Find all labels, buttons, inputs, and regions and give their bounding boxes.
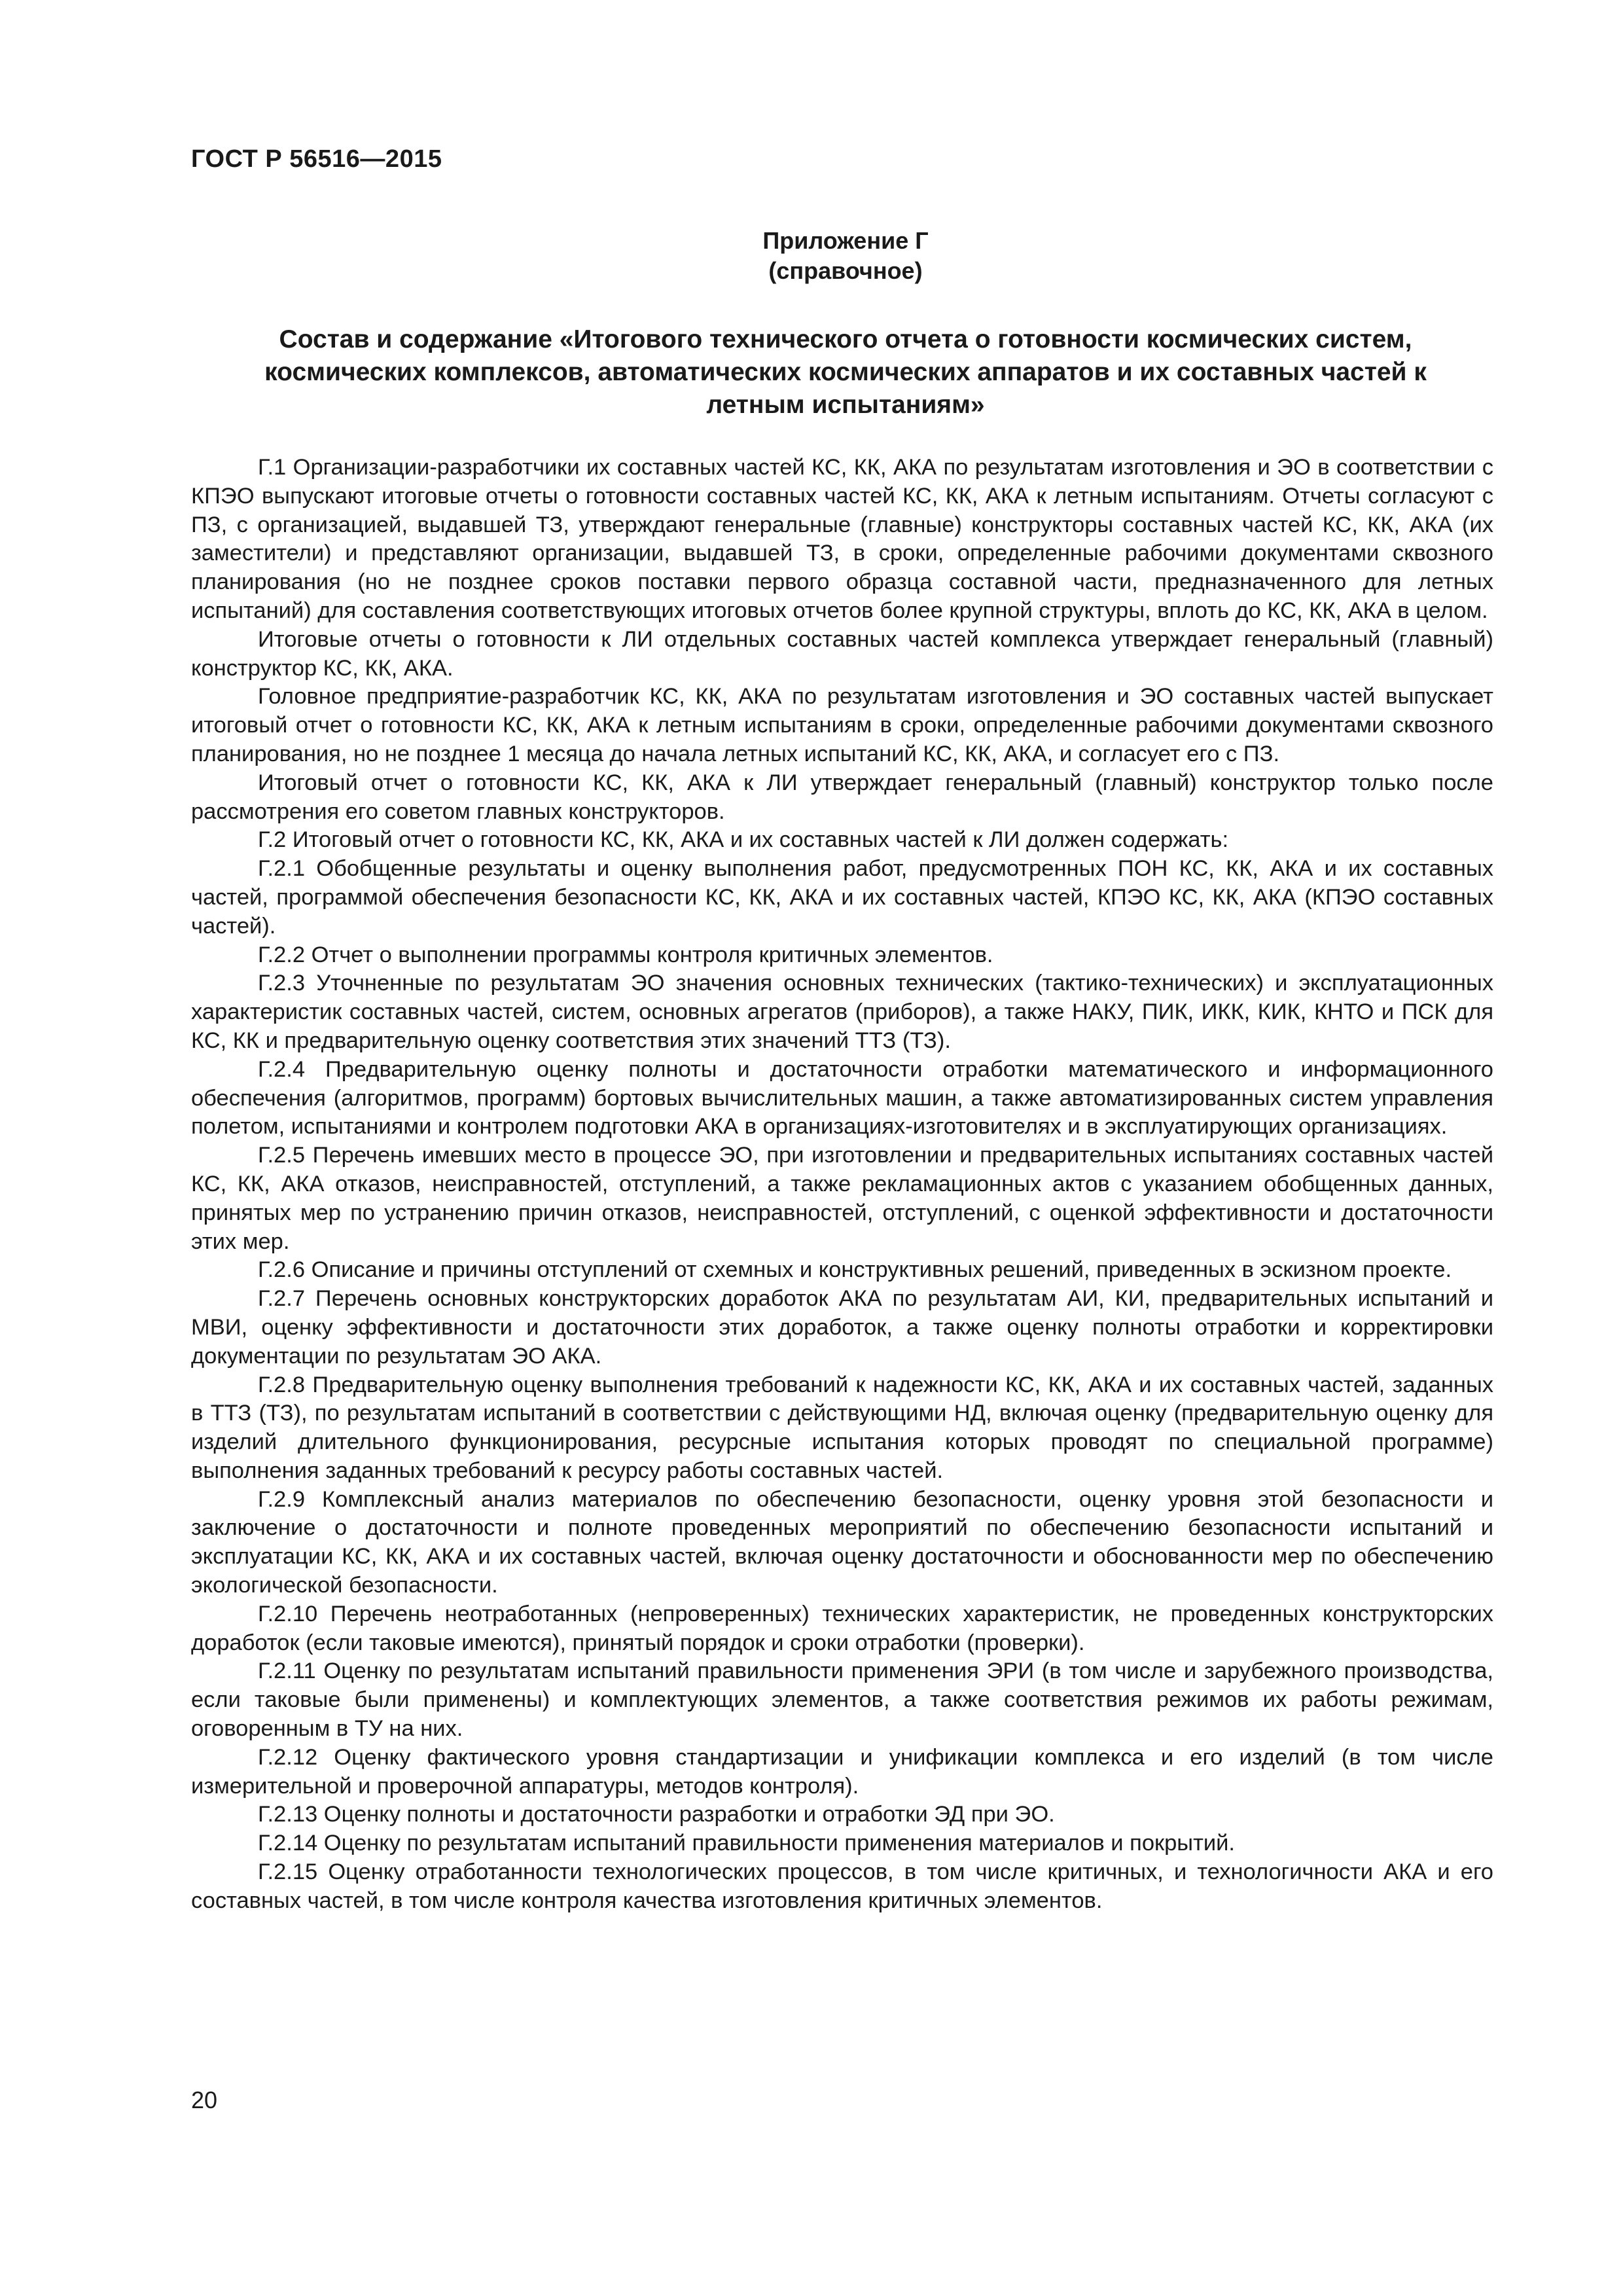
paragraph: Г.2.12 Оценку фактического уровня стандартизации и унификации комплекса и его изделий (в том числе измерительной и проверочной аппаратуры, методов контроля). <box>191 1744 1493 1799</box>
paragraph: Г.2.1 Обобщенные результаты и оценку выполнения работ, предусмотренных ПОН КС, КК, АКА и их составных частей, программой обеспечения безопасности КС, КК, АКА и их составных частей, КПЭО КС, КК, АКА (КПЭО составных частей). <box>191 856 1493 939</box>
paragraph: Г.2.3 Уточненные по результатам ЭО значения основных технических (тактико-технических) и эксплуатационных характеристик составных частей, систем, основных агрегатов (приборов), а также НАКУ, ПИК, ИКК, КИК, КНТО и ПСК для КС, КК и предварительную оценку соответствия этих значений ТТЗ (ТЗ). <box>191 971 1493 1053</box>
paragraph: Г.2.10 Перечень неотработанных (непроверенных) технических характеристик, не проведенных конструкторских доработок (если таковые имеются), принятый порядок и сроки отработки (проверки). <box>191 1601 1493 1655</box>
document-page <box>191 0 1500 2296</box>
document-code: ГОСТ Р 56516—2015 <box>191 145 442 173</box>
paragraph: Г.2.15 Оценку отработанности технологических процессов, в том числе критичных, и технологичности АКА и его составных частей, в том числе контроля качества изготовления критичных элементов. <box>191 1859 1493 1913</box>
document-body <box>191 454 1493 1916</box>
paragraph: Г.2.7 Перечень основных конструкторских доработок АКА по результатам АИ, КИ, предварительных испытаний и МВИ, оценку эффективности и достаточности этих доработок, а также оценку полноты отработки и корректировки документации по результатам ЭО АКА. <box>191 1286 1493 1369</box>
paragraph: Г.2 Итоговый отчет о готовности КС, КК, АКА и их составных частей к ЛИ должен содержать: <box>258 827 1229 853</box>
annex-heading <box>191 226 1500 286</box>
paragraph: Итоговые отчеты о готовности к ЛИ отдельных составных частей комплекса утверждает генеральный (главный) конструктор КС, КК, АКА. <box>191 626 1493 681</box>
paragraph: Г.2.5 Перечень имевших место в процессе ЭО, при изготовлении и предварительных испытаниях составных частей КС, КК, АКА отказов, неисправностей, отступлений, а также рекламационных актов с указанием обобщенных данных, принятых мер по устранению причин отказов, неисправностей, отступлений, с оценкой эффективности и достаточности этих мер. <box>191 1143 1493 1254</box>
paragraph: Г.2.4 Предварительную оценку полноты и достаточности отработки математического и информационного обеспечения (алгоритмов, программ) бортовых вычислительных машин, а также автоматизированных систем управления полетом, испытаниями и контролем подготовки АКА в организациях-изготовителях и в эксплуатирующих организациях. <box>191 1056 1493 1139</box>
paragraph: Г.2.11 Оценку по результатам испытаний правильности применения ЭРИ (в том числе и зарубежного производства, если таковые были применены) и комплектующих элементов, а также соответствия режимов их работы режимам, оговоренным в ТУ на них. <box>191 1659 1493 1742</box>
paragraph: Г.2.9 Комплексный анализ материалов по обеспечению безопасности, оценку уровня этой безопасности и заключение о достаточности и полноте проведенных мероприятий по обеспечению безопасности испытаний и эксплуатации КС, КК, АКА и их составных частей, включая оценку достаточности и обоснованности мер по обеспечению экологической безопасности. <box>191 1486 1493 1598</box>
annex-status: (справочное) <box>768 257 923 284</box>
paragraph: Г.2.8 Предварительную оценку выполнения требований к надежности КС, КК, АКА и их составных частей, заданных в ТТЗ (ТЗ), по результатам испытаний в соответствии с действующими НД, включая оценку (предварительную оценку для изделий длительного функционирования, ресурсные испытания которых проводят по специальной программе) выполнения заданных требований к ресурсу работы составных частей. <box>191 1372 1493 1483</box>
paragraph: Г.1 Организации-разработчики их составных частей КС, КК, АКА по результатам изготовления и ЭО в соответствии с КПЭО выпускают итоговые отчеты о готовности составных частей КС, КК, АКА к летным испытаниям. Отчеты согласуют с ПЗ, с организацией, выдавшей ТЗ, утверждают генеральные (главные) конструкторы составных частей КС, КК, АКА (их заместители) и представляют организации, выдавшей ТЗ, в сроки, определенные рабочими документами сквозного планирования (но не позднее сроков поставки первого образца составной части, предназначенного для летных испытаний) для составления соответствующих итоговых отчетов более крупной структуры, вплоть до КС, КК, АКА в целом. <box>191 455 1493 623</box>
paragraph: Итоговый отчет о готовности КС, КК, АКА к ЛИ утверждает генеральный (главный) конструктор только после рассмотрения его советом главных конструкторов. <box>191 770 1493 824</box>
paragraph: Головное предприятие-разработчик КС, КК, АКА по результатам изготовления и ЭО составных частей выпускает итоговый отчет о готовности КС, КК, АКА к летным испытаниям в сроки, определенные рабочими документами сквозного планирования, но не позднее 1 месяца до начала летных испытаний КС, КК, АКА, и согласует его с ПЗ. <box>191 684 1493 766</box>
paragraph: Г.2.14 Оценку по результатам испытаний правильности применения материалов и покрытий. <box>258 1831 1236 1856</box>
paragraph: Г.2.2 Отчет о выполнении программы контроля критичных элементов. <box>258 942 993 967</box>
annex-title: Состав и содержание «Итогового технического отчета о готовности космических систем, космических комплексов, автоматических космических аппаратов и их составных частей к летным испытаниям» <box>264 325 1427 419</box>
paragraph: Г.2.13 Оценку полноты и достаточности разработки и отработки ЭД при ЭО. <box>258 1802 1055 1827</box>
paragraph: Г.2.6 Описание и причины отступлений от схемных и конструктивных решений, приведенных в эскизном проекте. <box>258 1257 1452 1283</box>
annex-label: Приложение Г <box>762 227 929 254</box>
page-number: 20 <box>191 2087 218 2113</box>
